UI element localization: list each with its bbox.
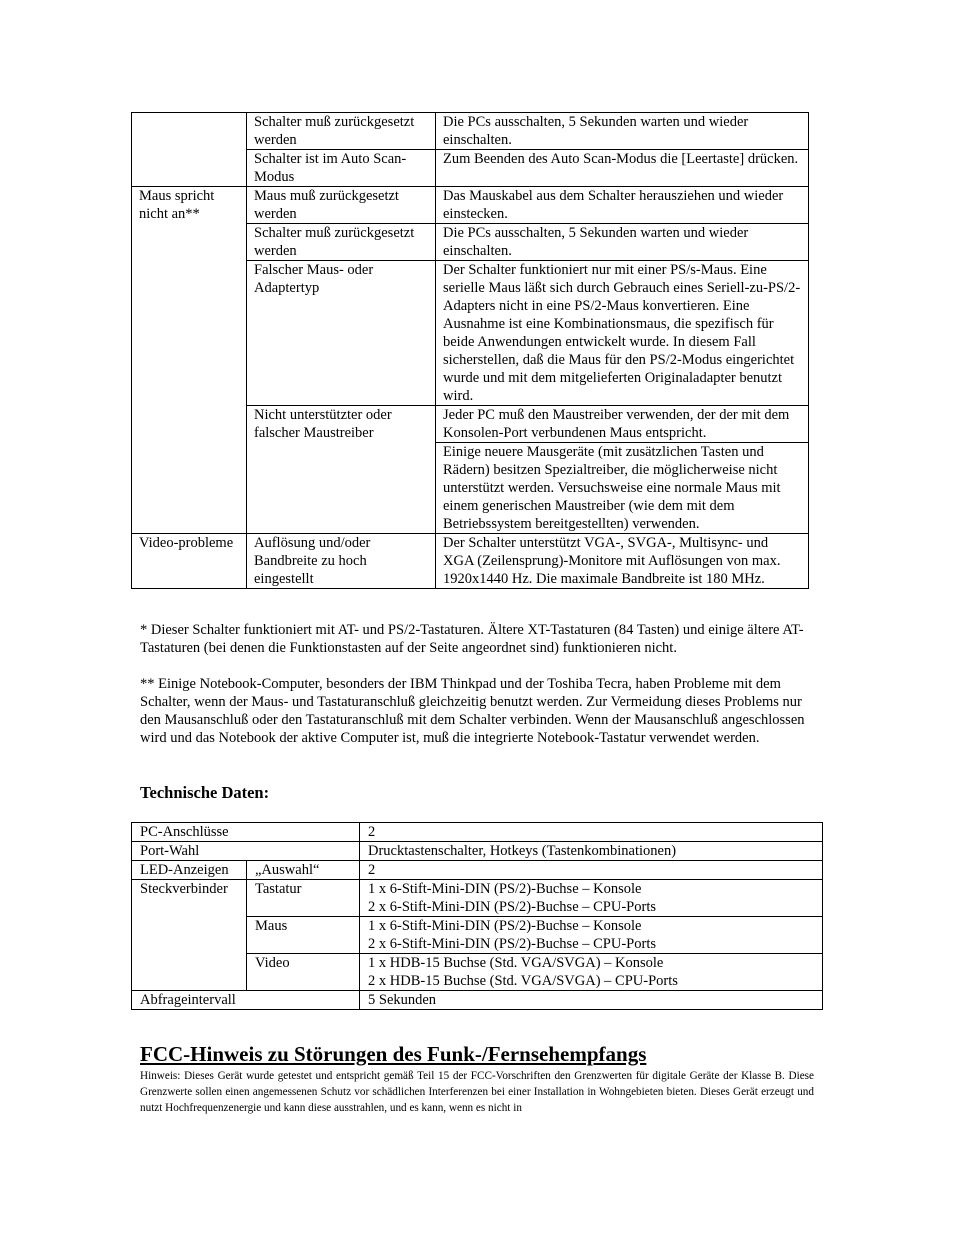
table-row — [132, 187, 809, 224]
fcc-text: Hinweis: Dieses Gerät wurde getestet und entspricht gemäß Teil 15 der FCC-Vorschriften den Grenzwerten für digitale Geräte der Klasse B. Diese Grenzwerte sollen einen angemessenen Schutz vor schädlichen Interferenzen bei einer Installation in Wohngebieten bieten. Dieses Gerät erzeugt und nutzt Hochfrequenzenergie und kann diese ausstrahlen, und es kann, wenn es nicht in — [140, 1070, 814, 1114]
spec-label: Port-Wahl — [132, 842, 360, 861]
footnote-notebook — [140, 675, 810, 747]
table-row — [132, 991, 823, 1010]
solution-cell: Zum Beenden des Auto Scan-Modus die [Leertaste] drücken. — [436, 150, 809, 187]
table-row — [132, 842, 823, 861]
specs-heading: Technische Daten: — [140, 783, 270, 802]
cause-cell: Schalter ist im Auto Scan-Modus — [247, 150, 436, 187]
spec-label: LED-Anzeigen — [132, 861, 247, 880]
solution-cell: Der Schalter funktioniert nur mit einer PS/s-Maus. Eine serielle Maus läßt sich durch Gebrauch eines Seriell-zu-PS/2-Adapters nicht in eine PS/2-Maus konvertieren. Eine Ausnahme ist eine Kombinationsmaus, die spezifisch für beide Anwendungen entwickelt wurde. In diesem Fall sicherstellen, daß die Maus für den PS/2-Modus eingerichtet wurde und mit dem mitgelieferten Originaladapter benutzt wird. — [436, 261, 809, 406]
fcc-title: FCC-Hinweis zu Störungen des Funk-/Fernsehempfangs — [140, 1042, 647, 1066]
fcc-notice — [140, 1068, 814, 1116]
spec-label: Abfrageintervall — [132, 991, 360, 1010]
cause-cell: Falscher Maus- oder Adaptertyp — [247, 261, 436, 406]
spec-line: 2 x 6-Stift-Mini-DIN (PS/2)-Buchse – CPU-Ports — [368, 936, 656, 952]
spec-sublabel: Video — [247, 954, 360, 991]
spec-label: PC-Anschlüsse — [132, 823, 360, 842]
spec-value — [360, 917, 823, 954]
specs-table — [131, 822, 823, 1010]
spec-line: 1 x HDB-15 Buchse (Std. VGA/SVGA) – Konsole — [368, 955, 664, 971]
problem-cell — [132, 113, 247, 187]
cause-cell: Auflösung und/oder Bandbreite zu hoch eingestellt — [247, 534, 436, 589]
cause-cell: Schalter muß zurückgesetzt werden — [247, 224, 436, 261]
table-row — [132, 113, 809, 150]
solution-cell: Die PCs ausschalten, 5 Sekunden warten und wieder einschalten. — [436, 224, 809, 261]
solution-cell: Das Mauskabel aus dem Schalter herausziehen und wieder einstecken. — [436, 187, 809, 224]
cause-cell: Schalter muß zurückgesetzt werden — [247, 113, 436, 150]
table-row — [132, 861, 823, 880]
spec-line: 1 x 6-Stift-Mini-DIN (PS/2)-Buchse – Konsole — [368, 881, 642, 897]
footnote-text: * Dieser Schalter funktioniert mit AT- und PS/2-Tastaturen. Ältere XT-Tastaturen (84 Tasten) und einige ältere AT-Tastaturen (bei denen die Funktionstasten auf der Seite angeordnet sind) funktionieren nicht. — [140, 622, 804, 656]
spec-sublabel: Tastatur — [247, 880, 360, 917]
spec-label: Steckverbinder — [132, 880, 247, 991]
solution-cell: Die PCs ausschalten, 5 Sekunden warten und wieder einschalten. — [436, 113, 809, 150]
spec-value: 2 — [360, 823, 823, 842]
solution-cell: Der Schalter unterstützt VGA-, SVGA-, Multisync- und XGA (Zeilensprung)-Monitore mit Auflösungen von max. 1920x1440 Hz. Die maximale Bandbreite ist 180 MHz. — [436, 534, 809, 589]
spec-value — [360, 880, 823, 917]
spec-line: 2 x 6-Stift-Mini-DIN (PS/2)-Buchse – CPU-Ports — [368, 899, 656, 915]
cause-cell: Nicht unterstützter oder falscher Maustreiber — [247, 406, 436, 534]
spec-value: Drucktastenschalter, Hotkeys (Tastenkombinationen) — [360, 842, 823, 861]
table-row — [132, 880, 823, 917]
spec-sublabel: „Auswahl“ — [247, 861, 360, 880]
spec-value: 5 Sekunden — [360, 991, 823, 1010]
solution-cell: Jeder PC muß den Maustreiber verwenden, der der mit dem Konsolen-Port verbundenen Maus entspricht. — [436, 406, 809, 443]
problem-cell: Video-probleme — [132, 534, 247, 589]
spec-line: 2 x HDB-15 Buchse (Std. VGA/SVGA) – CPU-Ports — [368, 973, 678, 989]
footnote-text: ** Einige Notebook-Computer, besonders der IBM Thinkpad und der Toshiba Tecra, haben Probleme mit dem Schalter, wenn der Maus- und Tastaturanschluß gleichzeitig benutzt werden. Zur Vermeidung dieses Problems nur den Mausanschluß oder den Tastaturanschluß mit dem Schalter verbinden. Wenn der Mausanschluß angeschlossen wird und das Notebook der aktive Computer ist, muß die integrierte Notebook-Tastatur verwendet werden. — [140, 676, 805, 746]
spec-line: 1 x 6-Stift-Mini-DIN (PS/2)-Buchse – Konsole — [368, 918, 642, 934]
footnote-keyboard — [140, 621, 810, 657]
solution-cell: Einige neuere Mausgeräte (mit zusätzlichen Tasten und Rädern) besitzen Spezialtreiber, die möglicherweise nicht unterstützt werden. Versuchsweise eine normale Maus mit einem generischen Maustreiber (wie dem mit dem Betriebssystem bereitgestellten) verwenden. — [436, 443, 809, 534]
spec-value — [360, 954, 823, 991]
spec-sublabel: Maus — [247, 917, 360, 954]
table-row — [132, 823, 823, 842]
problem-cell: Maus spricht nicht an** — [132, 187, 247, 534]
cause-cell: Maus muß zurückgesetzt werden — [247, 187, 436, 224]
troubleshooting-table — [131, 112, 809, 589]
table-row — [132, 534, 809, 589]
spec-value: 2 — [360, 861, 823, 880]
